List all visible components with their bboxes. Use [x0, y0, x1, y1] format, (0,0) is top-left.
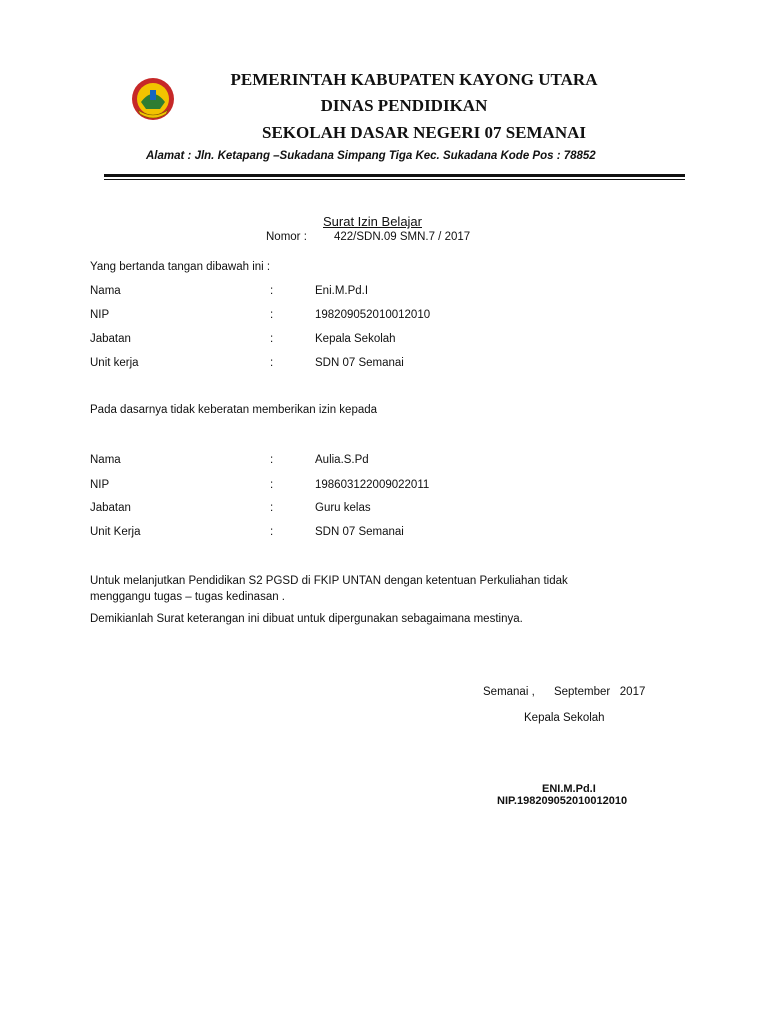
signer-name-label: Nama	[90, 285, 121, 297]
letterhead-rule-thick	[104, 174, 685, 177]
letterhead-government: PEMERINTAH KABUPATEN KAYONG UTARA	[230, 70, 598, 89]
letter-number-value: 422/SDN.09 SMN.7 / 2017	[334, 231, 471, 243]
recipient-name-label: Nama	[90, 454, 121, 466]
signer-nip-value: 198209052010012010	[315, 309, 431, 321]
field-colon: :	[270, 309, 274, 321]
field-colon: :	[270, 357, 274, 369]
field-colon: :	[270, 526, 274, 538]
letter-number-label: Nomor :	[266, 231, 307, 243]
field-colon: :	[270, 285, 274, 297]
letterhead-department: DINAS PENDIDIKAN	[320, 96, 488, 115]
signature-place-date: Semanai , September 2017	[483, 686, 646, 698]
signer-unit-label: Unit kerja	[90, 357, 139, 369]
recipient-nip-value: 198603122009022011	[315, 479, 430, 491]
signature-nip: NIP.198209052010012010	[497, 795, 628, 807]
recipient-position-label: Jabatan	[90, 502, 131, 514]
letter-title: Surat Izin Belajar	[323, 214, 422, 229]
signature-name: ENI.M.Pd.I	[542, 783, 596, 795]
letterhead-address: Alamat : Jln. Ketapang –Sukadana Simpang Tiga Kec. Sukadana Kode Pos : 78852	[146, 150, 596, 162]
recipient-unit-label: Unit Kerja	[90, 526, 141, 538]
closing-text: Demikianlah Surat keterangan ini dibuat untuk dipergunakan sebagaimana mestinya.	[90, 613, 523, 625]
purpose-text-line2: menggangu tugas – tugas kedinasan .	[90, 591, 286, 603]
field-colon: :	[270, 479, 274, 491]
intro-text: Yang bertanda tangan dibawah ini :	[90, 261, 271, 273]
recipient-position-value: Guru kelas	[315, 502, 371, 514]
recipient-unit-value: SDN 07 Semanai	[315, 526, 404, 538]
permission-text: Pada dasarnya tidak keberatan memberikan izin kepada	[90, 404, 378, 416]
signer-unit-value: SDN 07 Semanai	[315, 357, 404, 369]
signature-position: Kepala Sekolah	[524, 712, 605, 724]
recipient-name-value: Aulia.S.Pd	[315, 454, 369, 466]
recipient-nip-label: NIP	[90, 479, 110, 491]
signer-position-label: Jabatan	[90, 333, 131, 345]
letterhead-school: SEKOLAH DASAR NEGERI 07 SEMANAI	[262, 123, 586, 142]
field-colon: :	[270, 333, 274, 345]
letterhead-rule-thin	[104, 179, 685, 180]
field-colon: :	[270, 502, 274, 514]
field-colon: :	[270, 454, 274, 466]
signer-nip-label: NIP	[90, 309, 110, 321]
signer-position-value: Kepala Sekolah	[315, 333, 396, 345]
signer-name-value: Eni.M.Pd.I	[315, 285, 369, 297]
purpose-text-line1: Untuk melanjutkan Pendidikan S2 PGSD di FKIP UNTAN dengan ketentuan Perkuliahan tidak	[90, 575, 568, 587]
